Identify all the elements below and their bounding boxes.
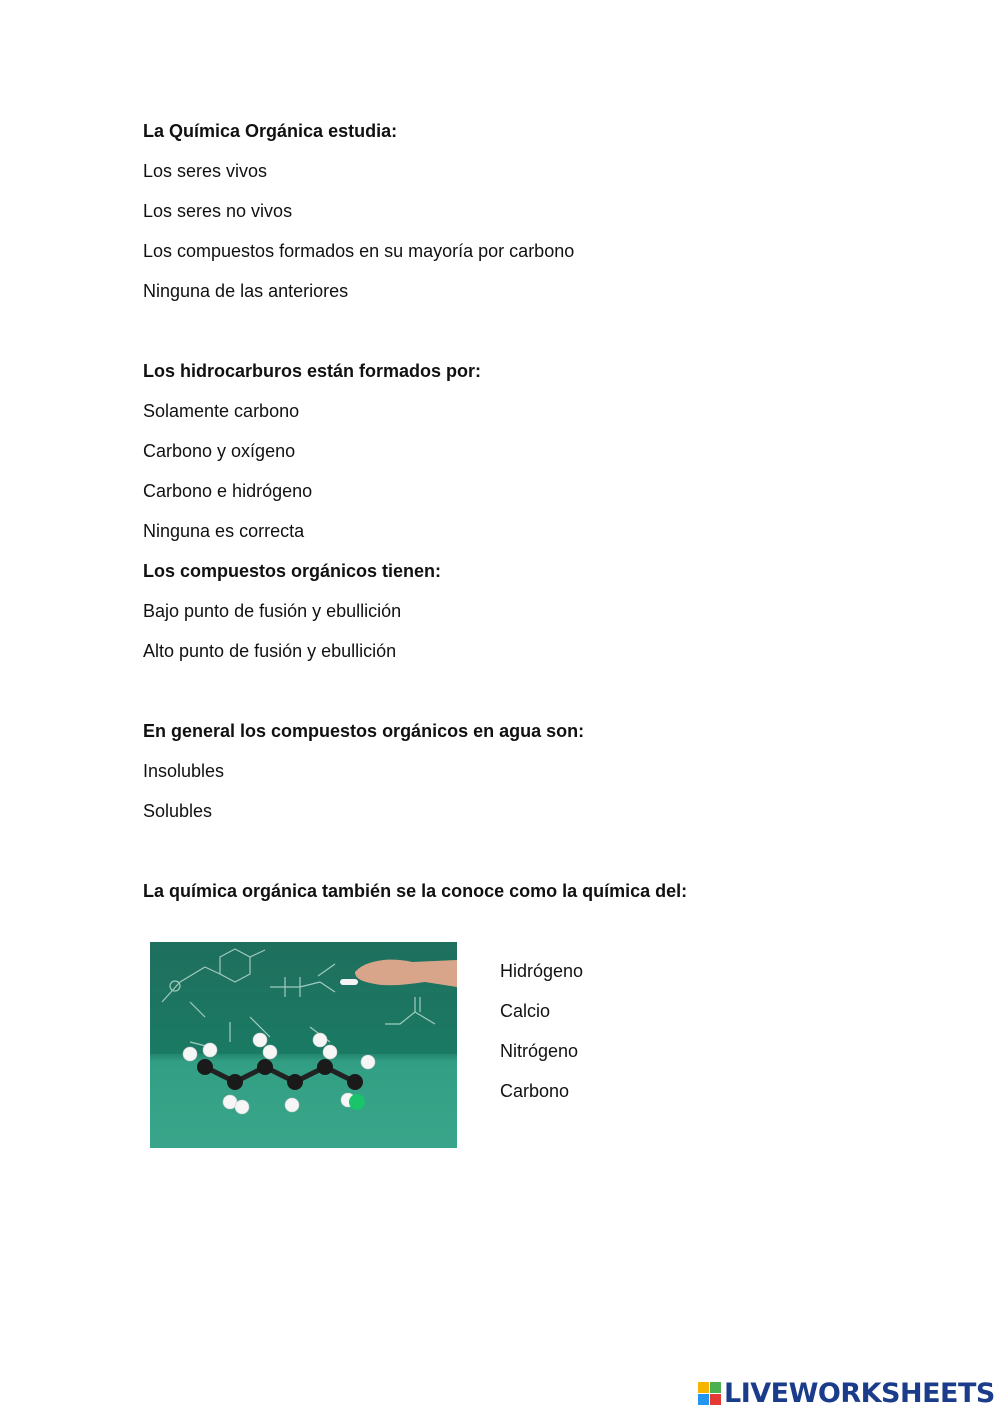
- q3-option-1[interactable]: Bajo punto de fusión y ebullición: [143, 601, 402, 621]
- question-2: Los hidrocarburos están formados por:: [143, 361, 482, 381]
- q1-option-4[interactable]: Ninguna de las anteriores: [143, 281, 349, 301]
- question-4: En general los compuestos orgánicos en agua son:: [143, 721, 585, 741]
- q1-option-1[interactable]: Los seres vivos: [143, 161, 268, 181]
- q2-option-3[interactable]: Carbono e hidrógeno: [143, 481, 313, 501]
- molecule-illustration: [150, 942, 457, 1148]
- q4-option-1[interactable]: Insolubles: [143, 761, 225, 781]
- q4-option-2[interactable]: Solubles: [143, 801, 213, 821]
- q3-option-2[interactable]: Alto punto de fusión y ebullición: [143, 641, 397, 661]
- q5-option-4[interactable]: Carbono: [500, 1081, 570, 1101]
- q2-option-4[interactable]: Ninguna es correcta: [143, 521, 305, 541]
- q5-option-3[interactable]: Nitrógeno: [500, 1041, 579, 1061]
- question-1: La Química Orgánica estudia:: [143, 121, 398, 141]
- q2-option-2[interactable]: Carbono y oxígeno: [143, 441, 296, 461]
- liveworksheets-logo-icon: [698, 1382, 721, 1405]
- liveworksheets-logo: [698, 1376, 995, 1410]
- q2-option-1[interactable]: Solamente carbono: [143, 401, 300, 421]
- question-3: Los compuestos orgánicos tienen:: [143, 561, 442, 581]
- q1-option-3[interactable]: Los compuestos formados en su mayoría por carbono: [143, 241, 575, 261]
- question-5: La química orgánica también se la conoce como la química del:: [143, 881, 688, 901]
- molecule-photo: [150, 942, 457, 1148]
- q5-option-1[interactable]: Hidrógeno: [500, 961, 584, 981]
- q5-option-2[interactable]: Calcio: [500, 1001, 551, 1021]
- liveworksheets-brand: LIVEWORKSHEETS: [724, 1377, 995, 1409]
- q1-option-2[interactable]: Los seres no vivos: [143, 201, 293, 221]
